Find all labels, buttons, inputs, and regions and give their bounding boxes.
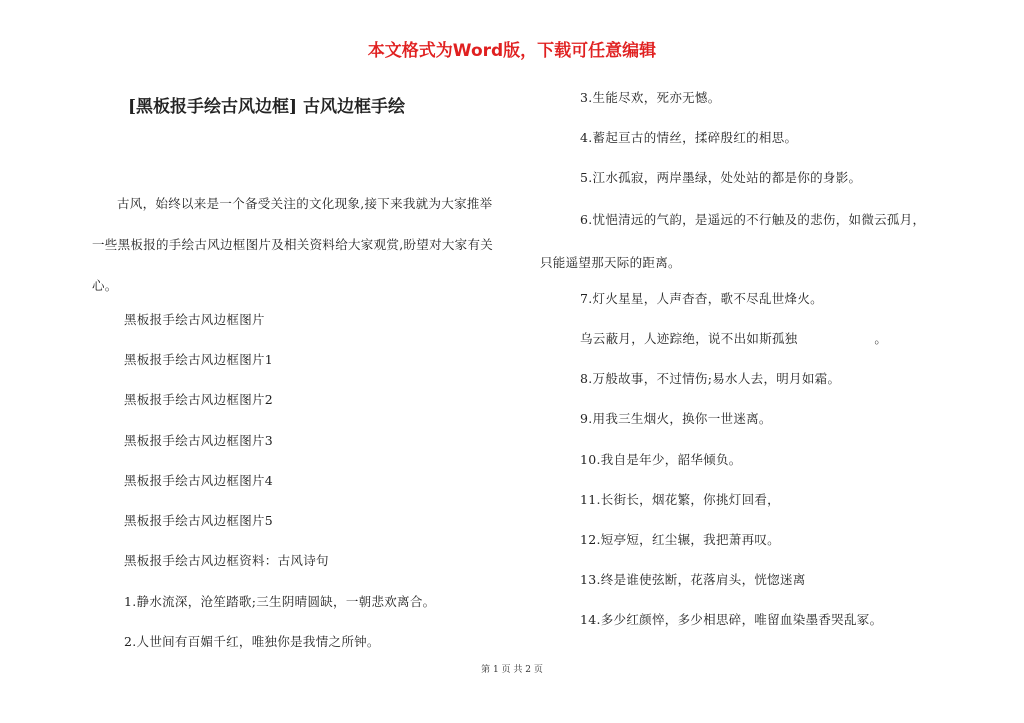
list-item: 5.江水孤寂，两岸墨绿，处处站的都是你的身影。 bbox=[580, 170, 862, 185]
list-item: 8.万般故事，不过情伤;易水人去，明月如霜。 bbox=[580, 371, 841, 386]
document-title: [黑板报手绘古风边框] 古风边框手绘 bbox=[128, 97, 406, 117]
list-item: 9.用我三生烟火，换你一世迷离。 bbox=[580, 411, 772, 426]
list-item: 3.生能尽欢，死亦无憾。 bbox=[580, 90, 721, 105]
page-number: 第 1 页 共 2 页 bbox=[481, 665, 543, 675]
list-item: 黑板报手绘古风边框图片 bbox=[124, 312, 265, 327]
list-item: 4.蓄起亘古的情丝，揉碎殷红的相思。 bbox=[580, 130, 798, 145]
list-item: 12.短亭短，红尘辗，我把萧再叹。 bbox=[580, 532, 780, 547]
list-item: 黑板报手绘古风边框图片4 bbox=[124, 473, 274, 488]
list-item: 黑板报手绘古风边框图片1 bbox=[124, 352, 274, 367]
list-item: 2.人世间有百媚千红，唯独你是我情之所钟。 bbox=[124, 634, 380, 649]
intro-paragraph: 古风，始终以来是一个备受关注的文化现象,接下来我就为大家推举一些黑板报的手绘古风边框图片及相关资料给大家观赏,盼望对大家有关心。 bbox=[92, 196, 494, 293]
list-item-line: 只能遥望那天际的距离。 bbox=[540, 255, 681, 270]
list-item: 黑板报手绘古风边框资料：古风诗句 bbox=[124, 553, 329, 568]
list-item: 黑板报手绘古风边框图片5 bbox=[124, 513, 274, 528]
list-item: 11.长街长，烟花繁，你挑灯回看， bbox=[580, 492, 780, 507]
list-item: 黑板报手绘古风边框图片2 bbox=[124, 392, 274, 407]
list-item-wrapped bbox=[540, 198, 950, 284]
download-banner: 本文格式为Word版，下载可任意编辑 bbox=[367, 41, 657, 61]
list-item: 13.终是谁使弦断，花落肩头，恍惚迷离 bbox=[580, 572, 806, 587]
list-item-line: 6.忧悒清远的气韵，是遥远的不行触及的悲伤，如微云孤月， bbox=[580, 212, 926, 227]
list-item: 14.多少红颜悴，多少相思碎，唯留血染墨香哭乱冢。 bbox=[580, 612, 883, 627]
list-item: 7.灯火星星，人声杳杳，歌不尽乱世烽火。 bbox=[580, 291, 823, 306]
list-item: 黑板报手绘古风边框图片3 bbox=[124, 433, 274, 448]
list-item: 10.我自是年少，韶华倾负。 bbox=[580, 452, 742, 467]
list-item: 1.静水流深，沧笙踏歌;三生阴晴圆缺，一朝悲欢离合。 bbox=[124, 594, 436, 609]
list-item: 乌云蔽月，人迹踪绝，说不出如斯孤独 。 bbox=[580, 331, 888, 346]
